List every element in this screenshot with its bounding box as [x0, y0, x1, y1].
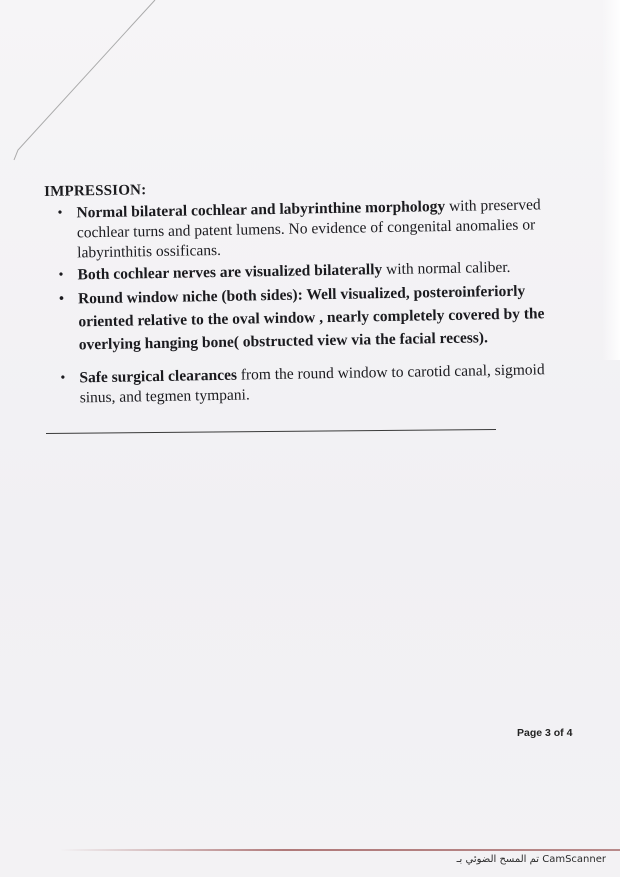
bullet-icon: • [57, 205, 63, 221]
footer-divider [60, 849, 620, 851]
impression-item-text: with normal caliber. [382, 258, 511, 279]
impression-item-text: with preserved cochlear turns and patent lumens. No evidence of congenital anomalies or labyrinthitis ossificans. [76, 196, 541, 262]
impression-list [44, 195, 577, 409]
impression-item-bold: Normal bilateral cochlear and labyrinthine morphology [76, 198, 446, 222]
scanner-watermark: تم المسح الضوئي بـ CamScanner [456, 854, 606, 865]
impression-item-bold: Safe surgical clearances [79, 366, 238, 387]
page-number: Page 3 of 4 [517, 727, 573, 739]
impression-item-bold: Both cochlear nerves are visualized bilaterally [77, 261, 383, 284]
impression-item-round-window [46, 279, 577, 357]
paper-fold-line [0, 0, 170, 170]
impression-item-text: from the round window to carotid canal, sigmoid sinus, and tegmen tympani. [79, 361, 545, 407]
section-divider [46, 429, 496, 434]
section-heading: IMPRESSION: [44, 182, 147, 200]
bullet-icon: • [60, 370, 66, 386]
impression-item-bold: Round window niche (both sides): Well visualized, posteroinferiorly oriented relative to the oval window , nearly completely covered by the overlying hanging bone( obstructed view via the facial recess). [77, 282, 545, 354]
bullet-icon: • [58, 291, 65, 307]
bullet-icon: • [58, 267, 64, 283]
paper-edge-highlight [602, 0, 620, 360]
impression-item-morphology [44, 195, 575, 264]
impression-item-clearances [47, 360, 578, 409]
impression-section [44, 175, 578, 411]
